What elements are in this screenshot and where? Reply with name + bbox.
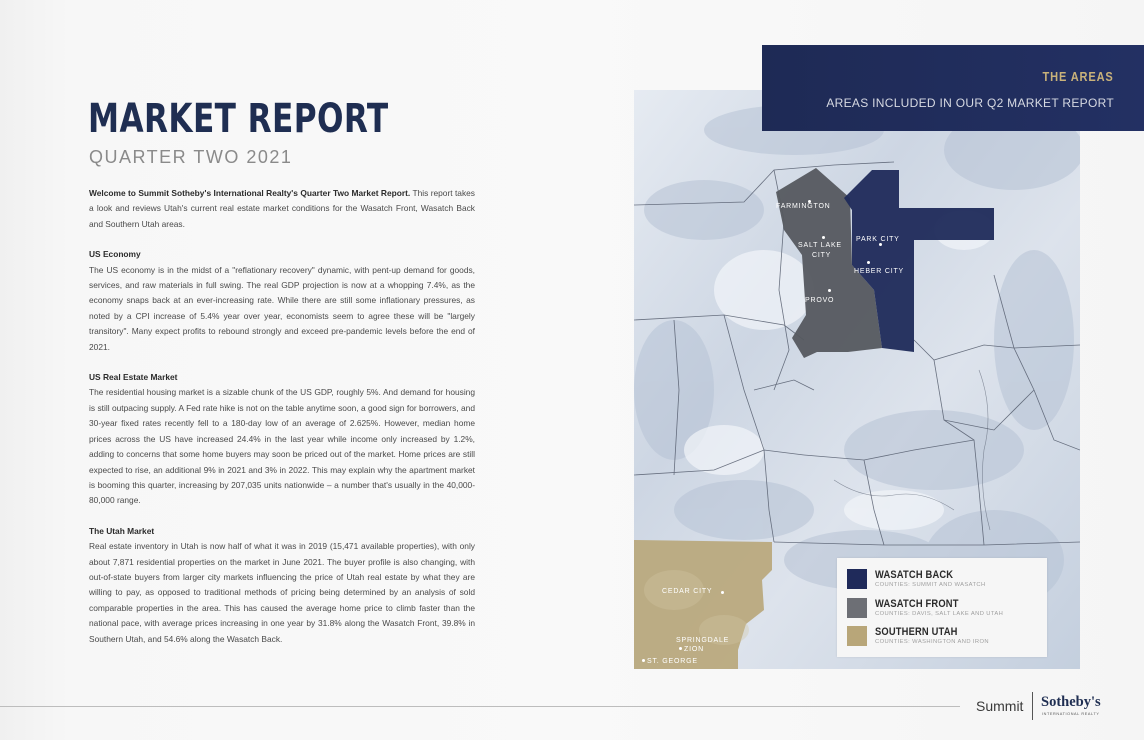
intro-text: This report takes a look and reviews Utah's current real estate market conditions for the Wasatch Front, Wasatch Back and Southern Utah areas. — [89, 188, 475, 229]
city-label-salt-lake-city-line1: SALT LAKE — [798, 242, 842, 249]
section-heading-us-economy: US Economy — [89, 249, 141, 260]
legend-title-wasatch-front: WASATCH FRONT — [875, 598, 959, 610]
page-title: MARKET REPORT — [88, 96, 389, 142]
city-label-st-george: ST. GEORGE — [647, 658, 698, 665]
map-legend — [837, 558, 1047, 657]
logo-summit-text: Summit — [976, 698, 1024, 714]
city-label-cedar-city: CEDAR CITY — [662, 588, 713, 595]
legend-swatch-southern-utah — [847, 626, 867, 646]
city-label-springdale: SPRINGDALE — [676, 637, 730, 644]
section-heading-us-real-estate: US Real Estate Market — [89, 372, 178, 383]
legend-sub-wasatch-front: COUNTIES: DAVIS, SALT LAKE AND UTAH — [875, 611, 1004, 617]
intro-bold-text: Welcome to Summit Sotheby's International Realty's Quarter Two Market Report. — [89, 188, 411, 198]
section-body-us-economy: The US economy is in the midst of a "reflationary recovery" dynamic, with pent-up demand for goods, services, and raw materials in full swing. The real GDP projection is now at a whopping 7.4%, as the economy snaps back at an ever-increasing rate. While there are still some inflationary pressures, as noted by a CPI increase of 5.4% year over year, economists seem to agree these will be "largely transitory". Many expect profits to rebound strongly and exceed pre-pandemic levels before the end of 2021. — [89, 264, 475, 352]
intro-paragraph — [89, 186, 475, 232]
legend-swatch-wasatch-front — [847, 598, 867, 618]
report-text-column — [89, 186, 475, 647]
logo-intl-text: INTERNATIONAL REALTY — [1042, 712, 1100, 716]
areas-banner — [762, 45, 1144, 131]
logo-divider — [1032, 692, 1033, 720]
legend-sub-wasatch-back: COUNTIES: SUMMIT AND WASATCH — [875, 582, 986, 588]
section-body-utah-market: Real estate inventory in Utah is now half of what it was in 2019 (15,471 available properties), with only about 7,871 residential properties on the market in June 2021. The buyer profile is also changing, with out-of-state buyers from larger city markets influencing the price of Utah real estate by what they are willing to pay, as opposed to traditional methods of pricing being determined by an analysis of sold comparable properties in the area. This has caused the average home price to climb faster than the national pace, with average prices increasing in one year by 31.8% along the Wasatch Front, 39.8% in Southern Utah, and 54.6% along the Wasatch Back. — [89, 541, 475, 644]
footer-divider — [0, 706, 960, 707]
areas-title: THE AREAS — [1042, 69, 1114, 84]
city-label-provo: PROVO — [805, 297, 835, 304]
legend-title-wasatch-back: WASATCH BACK — [875, 569, 954, 581]
legend-sub-southern-utah: COUNTIES: WASHINGTON AND IRON — [875, 639, 990, 645]
city-label-park-city: PARK CITY — [856, 236, 900, 243]
city-label-salt-lake-city-line2: CITY — [812, 252, 832, 259]
city-label-farmington: FARMINGTON — [776, 203, 831, 210]
section-body-us-real-estate: The residential housing market is a sizable chunk of the US GDP, roughly 5%. And demand for housing is still outpacing supply. A Fed rate hike is not on the table anytime soon, a good sign for borrowers, and 30-year fixed rates recently fell to a 180-day low of an average of 2.625%. However, median home prices across the US have increased 24.4% in the last year while income only increased by 1.2%, adding to concerns that some home buyers may soon be priced out of the market. Home prices are still expected to rise, an additional 9% in 2021 and 3% in 2022. This may explain why the apartment market is booming this quarter, increasing by 207,035 units nationwide – a number that's usually in the 40,000-80,000 range. — [89, 387, 475, 506]
legend-title-southern-utah: SOUTHERN UTAH — [875, 626, 958, 638]
section-heading-utah-market: The Utah Market — [89, 525, 155, 536]
legend-swatch-wasatch-back — [847, 569, 867, 589]
city-label-zion: ZION — [684, 646, 704, 653]
city-label-heber-city: HEBER CITY — [854, 268, 905, 275]
areas-subtitle: AREAS INCLUDED IN OUR Q2 MARKET REPORT — [826, 96, 1114, 110]
page-subtitle: QUARTER TWO 2021 — [89, 147, 293, 167]
logo-sothebys-text: Sotheby's — [1041, 694, 1101, 710]
